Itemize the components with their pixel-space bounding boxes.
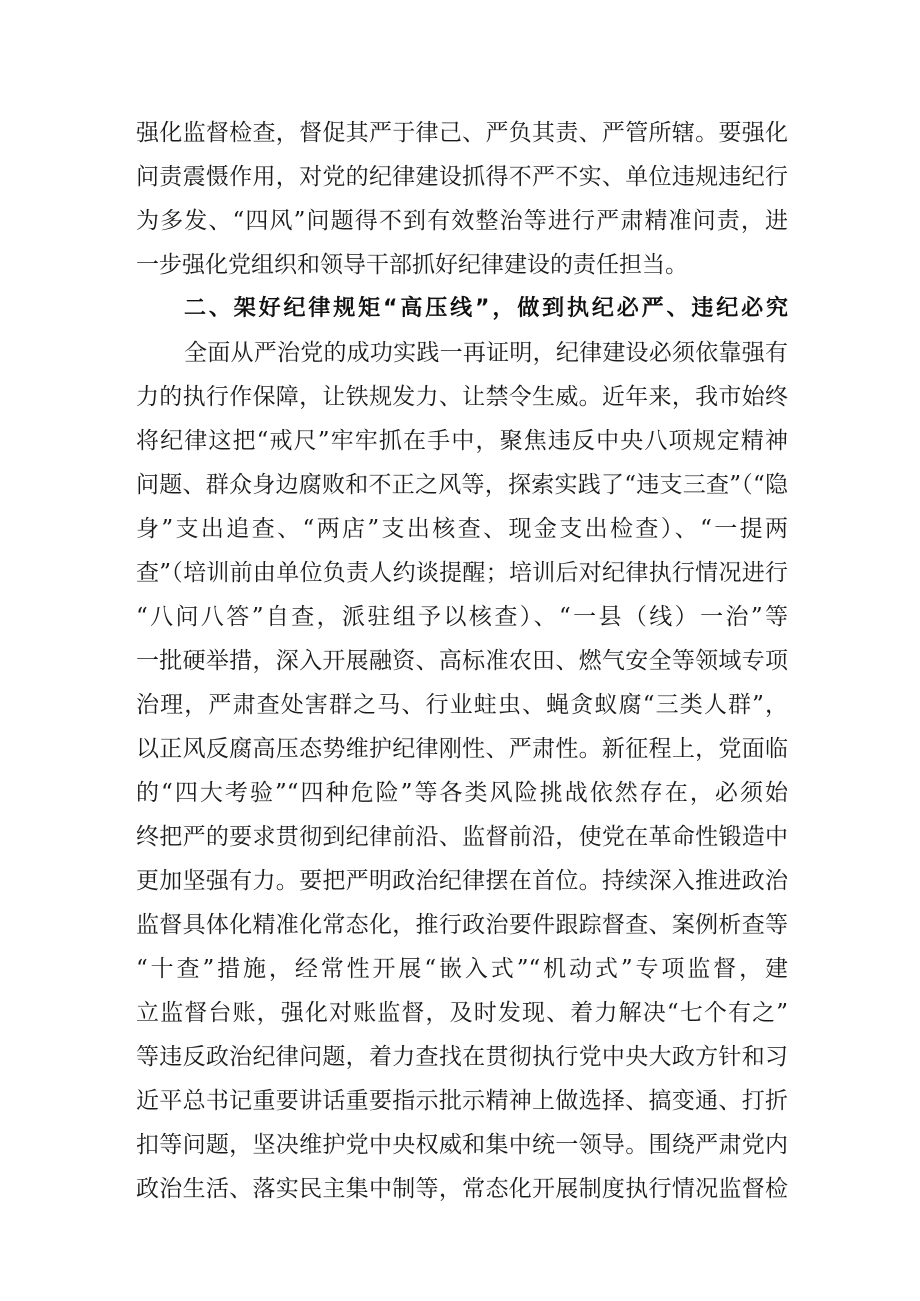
paragraph-line: 一批硬举措，深入开展融资、高标准农田、燃气安全等领域专项 — [136, 648, 788, 674]
paragraph-line: 查”（培训前由单位负责人约谈提醒；培训后对纪律执行情况进行 — [136, 560, 788, 586]
paragraph-line: 政治生活、落实民主集中制等，常态化开展制度执行情况监督检 — [136, 1176, 788, 1202]
paragraph-line: “十查”措施，经常性开展“嵌入式”“机动式”专项监督，建 — [136, 956, 788, 982]
paragraph-line: 近平总书记重要讲话重要指示批示精神上做选择、搞变通、打折 — [136, 1088, 788, 1114]
paragraph-line: 为多发、“四风”问题得不到有效整治等进行严肃精准问责，进 — [136, 208, 788, 234]
section-heading: 二、架好纪律规矩“高压线”，做到执纪必严、违纪必究 — [184, 296, 788, 321]
paragraph-line: 的“四大考验”“四种危险”等各类风险挑战依然存在，必须始 — [136, 780, 788, 806]
paragraph-line: 身”支出追查、“两店”支出核查、现金支出检查）、“一提两 — [136, 516, 788, 542]
paragraph-line: 终把严的要求贯彻到纪律前沿、监督前沿，使党在革命性锻造中 — [136, 824, 788, 850]
paragraph-line: “八问八答”自查，派驻组予以核查）、“一县（线）一治”等 — [136, 604, 788, 630]
paragraph-line: 全面从严治党的成功实践一再证明，纪律建设必须依靠强有 — [184, 340, 788, 366]
paragraph-line: 更加坚强有力。要把严明政治纪律摆在首位。持续深入推进政治 — [136, 868, 788, 894]
paragraph-line: 治理，严肃查处害群之马、行业蛀虫、蝇贪蚁腐“三类人群”， — [136, 692, 788, 718]
paragraph-line: 力的执行作保障，让铁规发力、让禁令生威。近年来，我市始终 — [136, 384, 788, 410]
paragraph-line: 立监督台账，强化对账监督，及时发现、着力解决“七个有之” — [136, 1000, 788, 1026]
paragraph-line: 问题、群众身边腐败和不正之风等，探索实践了“违支三查”（“隐 — [136, 472, 788, 498]
paragraph-line: 问责震慑作用，对党的纪律建设抓得不严不实、单位违规违纪行 — [136, 164, 788, 190]
paragraph-line: 强化监督检查，督促其严于律己、严负其责、严管所辖。要强化 — [136, 120, 788, 146]
paragraph-line: 监督具体化精准化常态化，推行政治要件跟踪督查、案例析查等 — [136, 912, 788, 938]
paragraph-line: 等违反政治纪律问题，着力查找在贯彻执行党中央大政方针和习 — [136, 1044, 788, 1070]
paragraph-line: 将纪律这把“戒尺”牢牢抓在手中，聚焦违反中央八项规定精神 — [136, 428, 788, 454]
paragraph-line: 以正风反腐高压态势维护纪律刚性、严肃性。新征程上，党面临 — [136, 736, 788, 762]
paragraph-line: 一步强化党组织和领导干部抓好纪律建设的责任担当。 — [136, 252, 688, 278]
paragraph-line: 扣等问题，坚决维护党中央权威和集中统一领导。围绕严肃党内 — [136, 1132, 788, 1158]
